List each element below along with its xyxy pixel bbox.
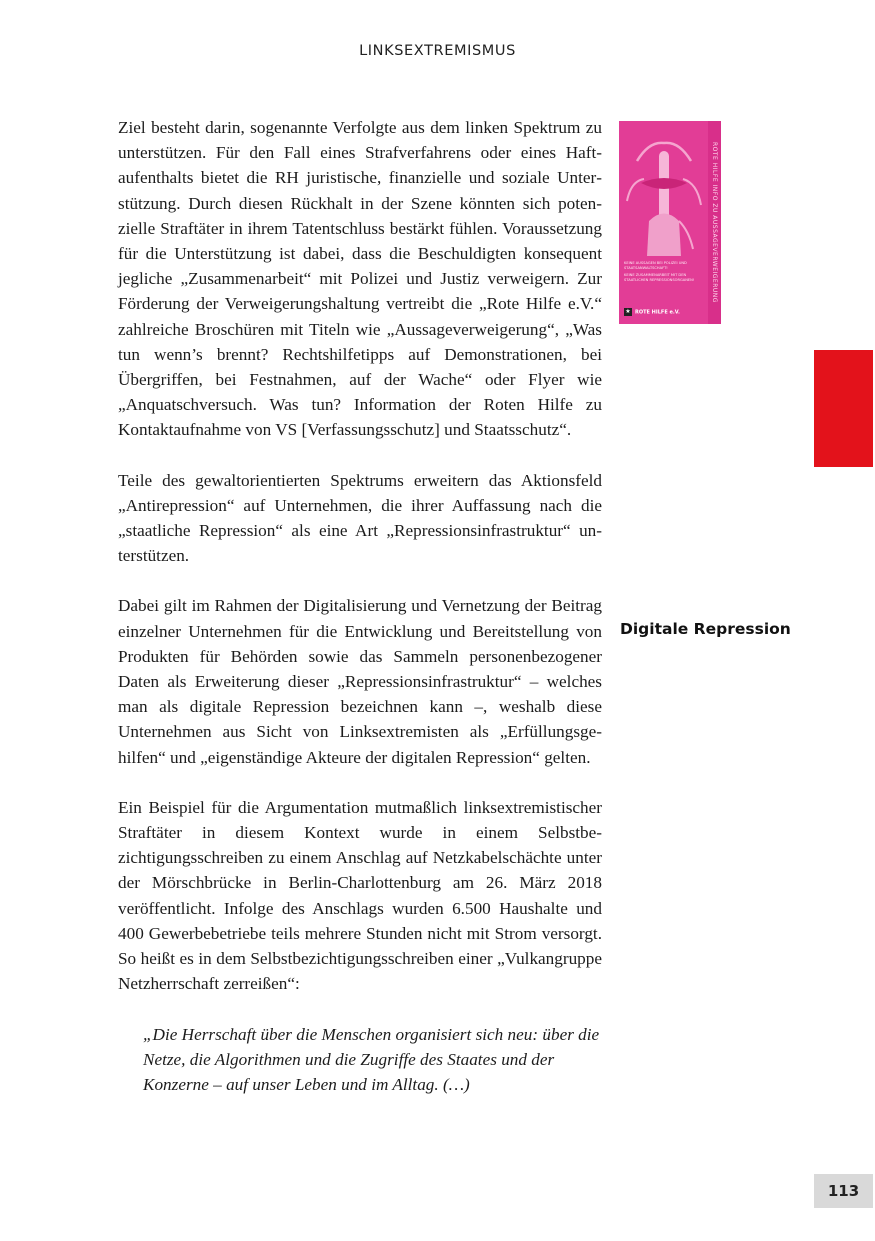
page-number: 113 <box>814 1174 873 1208</box>
brochure-cover-image <box>619 121 721 324</box>
cover-line-1: KEINE AUSSAGEN BEI POLIZEI UND STAATSANWALTSCHAFT! <box>624 261 687 270</box>
star-icon: ★ <box>625 308 631 315</box>
chapter-tab-marker <box>814 350 873 467</box>
cover-line-2: KEINE ZUSAMMENARBEIT MIT DEN STAATLICHEN REPRESSIONSORGANEN! <box>624 273 695 282</box>
finger-on-lips-illustration <box>619 121 708 261</box>
paragraph-3: Dabei gilt im Rahmen der Digitalisierung und Vernetzung der Beitrag einzelner Unternehmen für die Entwicklung und Bereitstellung von Produkten für Behörden sowie das Sammeln personenbezogener Daten als Erweiterung dieser „Repressionsinfrastruktur“ – welches man als digitale Repression bezeichnen kann –, weshalb diese Unternehmen aus Sicht von Linksextremisten als „Erfüllungsgehilfen“ und „eigenständige Akteure der digitalen Repression“ gelten. <box>118 596 602 767</box>
margin-heading: Digitale Repression <box>620 620 791 638</box>
cover-logo-text: ROTE HILFE e.V. <box>635 309 680 316</box>
running-header: LINKSEXTREMISMUS <box>359 43 516 59</box>
block-quote: „Die Herrschaft über die Menschen organisiert sich neu: über die Netze, die Algorithmen und die Zugriffe des Staates und der Konzerne – auf unser Leben und im Alltag. (…) <box>143 1024 600 1094</box>
paragraph-4: Ein Beispiel für die Argumentation mutmaßlich linksextremistischer Straftäter in diesem Kontext wurde in einem Selbstbezichtigungsschreiben zu einem Anschlag auf Netzkabelschächte unter der Mörschbrücke in Berlin-Charlottenburg am 26. März 2018 veröffentlicht. Infolge des Anschlags wurden 6.500 Haushalte und 400 Gewerbebetriebe teils mehrere Stunden nicht mit Strom versorgt. So heißt es in dem Selbstbezichtigungsschreiben einer „Vulkangruppe Netzherrschaft zerreißen“: <box>118 797 602 994</box>
main-text-column <box>118 115 602 1097</box>
paragraph-1: Ziel besteht darin, sogenannte Verfolgte aus dem linken Spektrum zu unterstützen. Für den Fall eines Strafverfahrens oder eines Haftaufenthalts bietet die RH juristische, finanzielle und soziale Unterstützung. Durch diesen Rückhalt in der Szene könnten sich potenzielle Straftäter in ihrem Tatentschluss bestärkt fühlen. Voraussetzung für die Unterstützung ist dabei, dass die Beschuldigten konsequent jegliche „Zusammenarbeit“ mit Polizei und Justiz verweigern. Zur Förderung der Verweigerungshaltung vertreibt die „Rote Hilfe e.V.“ zahlreiche Broschüren mit Titeln wie „Aussageverweigerung“, „Was tun wenn’s brennt? Rechtshilfetipps auf Demonstrationen, bei Übergriffen, bei Festnahmen, auf der Wache“ oder Flyer wie „Anquatschversuch. Was tun? Information der Roten Hilfe zu Kontaktaufnahme von VS [Verfassungsschutz] und Staatsschutz“. <box>118 118 602 440</box>
cover-logo <box>624 308 680 316</box>
paragraph-2: Teile des gewaltorientierten Spektrums erweitern das Aktionsfeld „Antirepression“ auf Unternehmen, die ihrer Auffassung nach die „staatliche Repression“ als eine Art „Repressionsinfrastruktur“ unterstützen. <box>118 470 602 566</box>
cover-spine: ROTE HILFE INFO ZU AUSSAGEVERWEIGERUNG <box>708 121 721 324</box>
cover-text <box>624 261 706 285</box>
